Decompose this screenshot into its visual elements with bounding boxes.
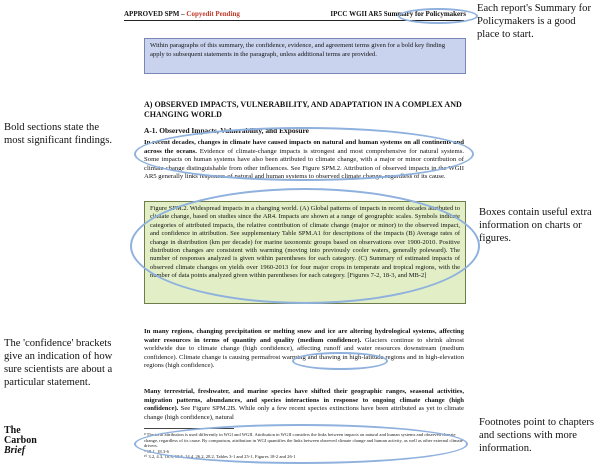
- logo-line-carbon: Carbon: [4, 435, 37, 446]
- section-heading: A) OBSERVED IMPACTS, VULNERABILITY, AND ADAPTATION IN A COMPLEX AND CHANGING WORLD: [144, 100, 462, 119]
- carbon-brief-logo: [4, 426, 48, 456]
- footnote-item: ¹⁰ 3.2, 4.3, 18.3, 18.5, 24.4, 26.2, 28.2, Tables 3-1 and 25-1, Figures 18-2 and 26-1: [144, 454, 296, 460]
- species-body: See Figure SPM.2B. While only a few recent species extinctions have been attributed as yet to climate change (high confidence), natural: [144, 405, 464, 421]
- header-highlight-ellipse: [398, 8, 478, 24]
- callout-summary-for-policymakers: Each report's Summary for Policymakers is a good place to start.: [477, 3, 591, 40]
- approved-label: APPROVED SPM – Copyedit Pending: [124, 10, 240, 18]
- callout-boxes: Boxes contain useful extra information on charts or figures.: [479, 207, 592, 244]
- sub-heading: A-1. Observed Impacts, Vulnerability, and Exposure: [144, 126, 309, 135]
- callout-bold-sections: Bold sections state the most significant findings.: [4, 122, 112, 146]
- key-finding-bold: In recent decades, changes in climate have caused impacts on natural and human systems on all continents and across the oceans.: [144, 139, 464, 155]
- footnote-highlight-ellipse: [134, 424, 468, 464]
- bold-finding-highlight-ellipse: [134, 127, 474, 181]
- report-title: IPCC WGII AR5 Summary for Policymakers: [330, 10, 466, 18]
- figure-box-highlight-ellipse: [130, 188, 480, 304]
- logo-line-brief: Brief: [4, 445, 26, 456]
- confidence-highlight-ellipse: [292, 352, 388, 370]
- callout-footnotes: Footnotes point to chapters and sections with more information.: [479, 417, 595, 454]
- copyedit-pending-label: Copyedit Pending: [186, 10, 240, 18]
- key-finding-body: Evidence of climate-change impacts is strongest and most comprehensive for natural systems. Some impacts on human systems have also been attributed to climate change, with a major or minor contribution of climate change distinguishable from other influences. See Figure SPM.2. Attribution of observed impacts in the WGII AR5 generally links responses of natural and human systems to observed climate change, regardless of its cause.: [144, 147, 464, 181]
- hydrology-body: Glaciers continue to shrink almost worldwide due to climate change (high confidence), affecting runoff and water resources downstream (medium confidence). Climate change is causing permafrost warming and thawing in high-latitude regions and in high-elevation regions (high confidence).: [144, 336, 465, 370]
- species-paragraph: [144, 388, 464, 422]
- callout-confidence: The 'confidence' brackets give an indication of how sure scientists are about a particular statement.: [4, 338, 113, 388]
- footnote-item: ⁸ The term attribution is used differently in WGI and WGII. Attribution in WGII considers the links between impacts on natural and human systems and observed climate change, regardless of its cause. By comparison, attribution in WGI quantifies the links between observed climate change and human activity, as well as other external climate drivers.: [144, 432, 463, 449]
- logo-line-the: The: [4, 425, 21, 436]
- footnote-item: ⁹ 18.1, 18.3-6: [144, 448, 169, 454]
- figure-caption-box: Figure SPM.2. Widespread impacts in a changing world. (A) Global patterns of impacts in recent decades attributed to climate change, based on studies since the AR4. Impacts are shown at a range of geographic scales. Symbols indicate categories of attributed impacts, the relative contribution of climate change (major or minor) to the observed impact, and confidence in attribution. See supplementary Table SPM.A1 for descriptions of the impacts (B) Average rates of change in distribution (km per decade) for marine taxonomic groups based on observations over 1900-2010. Positive distribution changes are consistent with warming (moving into previously cooler waters, generally poleward). The number of responses analyzed is given within parentheses for each category. (C) Summary of estimated impacts of observed climate changes on yields over 1960-2013 for four major crops in temperate and tropical regions, with the number of data points analyzed given within parentheses for each category. [Figures 7-2, 18-3, and MB-2]: [144, 201, 466, 304]
- confidence-note-box: Within paragraphs of this summary, the confidence, evidence, and agreement terms given for a bold key finding apply to subsequent statements in the paragraph, unless additional terms are provided.: [144, 38, 466, 74]
- species-bold: Many terrestrial, freshwater, and marine species have shifted their geographic ranges, seasonal activities, migration patterns, abundances, and species interactions in response to ongoing climate change (high confidence).: [144, 388, 464, 413]
- hydrology-bold: In many regions, changing precipitation or melting snow and ice are altering hydrological systems, affecting water resources in terms of quantity and quality (medium confidence).: [144, 328, 464, 344]
